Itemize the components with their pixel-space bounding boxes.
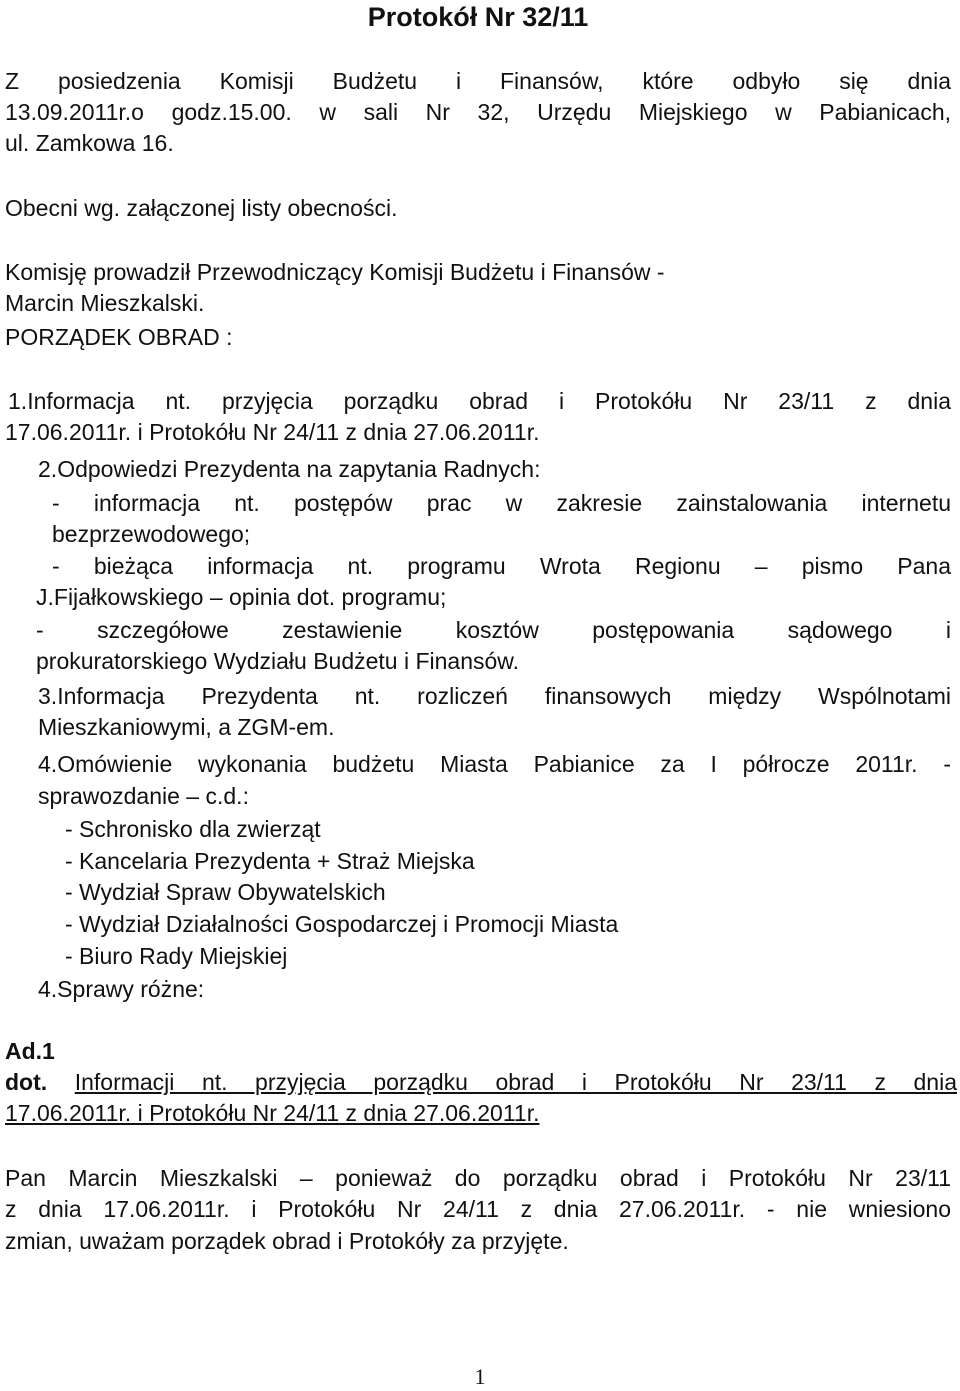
agenda-item-4-unit-2: - Kancelaria Prezydenta + Straż Miejska bbox=[65, 848, 475, 874]
agenda-item-4-unit-3: - Wydział Spraw Obywatelskich bbox=[65, 879, 386, 905]
conclusion-line-2: z dnia 17.06.2011r. i Protokółu Nr 24/11 z dnia 27.06.2011r. - nie wniesiono bbox=[5, 1196, 951, 1222]
agenda-item-1-second-line: 17.06.2011r. i Protokółu Nr 24/11 z dnia 27.06.2011r. bbox=[5, 419, 540, 445]
ad1-subject-line-2: 17.06.2011r. i Protokółu Nr 24/11 z dnia 27.06.2011r. bbox=[5, 1100, 540, 1126]
agenda-item-1-text-1: Informacja nt. przyjęcia porządku obrad i Protokółu Nr 23/11 z dnia bbox=[27, 388, 951, 414]
conclusion-line-3: zmian, uważam porządek obrad i Protokóły za przyjęte. bbox=[5, 1228, 569, 1254]
agenda-item-2-sub-2-line-1: - bieżąca informacja nt. programu Wrota Regionu – pismo Pana bbox=[52, 553, 951, 579]
ad1-heading: Ad.1 bbox=[5, 1038, 55, 1064]
agenda-item-2-sub-1-line-2: bezprzewodowego; bbox=[52, 521, 251, 547]
agenda-item-3-line-2: Mieszkaniowymi, a ZGM-em. bbox=[38, 714, 335, 740]
intro-line-3: ul. Zamkowa 16. bbox=[5, 130, 174, 156]
agenda-heading: PORZĄDEK OBRAD : bbox=[5, 324, 233, 350]
agenda-item-2 bbox=[5, 454, 951, 485]
ad1-subject-text-1: Informacji nt. przyjęcia porządku obrad i Protokółu Nr 23/11 z dnia bbox=[74, 1069, 957, 1095]
page-number: 1 bbox=[474, 1364, 486, 1389]
agenda-item-3-number: 3. bbox=[38, 683, 58, 709]
chair-line-1: Komisję prowadził Przewodniczący Komisji Budżetu i Finansów - bbox=[5, 259, 665, 285]
intro-line-1: Z posiedzenia Komisji Budżetu i Finansów, które odbyło się dnia bbox=[5, 68, 951, 94]
agenda-item-4-unit-4: - Wydział Działalności Gospodarczej i Promocji Miasta bbox=[65, 911, 619, 937]
agenda-item-4-line-2: sprawozdanie – c.d.: bbox=[38, 783, 249, 809]
agenda-item-2-sub-2-line-2: J.Fijałkowskiego – opinia dot. programu; bbox=[36, 584, 447, 610]
agenda-item-4-number: 4. bbox=[38, 751, 58, 777]
agenda-item-2-sub-1-line-1: - informacja nt. postępów prac w zakresie zainstalowania internetu bbox=[52, 490, 951, 516]
agenda-item-2-sub-3-line-1: - szczegółowe zestawienie kosztów postępowania sądowego i bbox=[36, 617, 951, 643]
agenda-item-1-number: 1. bbox=[8, 388, 28, 414]
chair-line-2: Marcin Mieszkalski. bbox=[5, 290, 205, 316]
agenda-item-4-unit-5: - Biuro Rady Miejskiej bbox=[65, 943, 288, 969]
intro-line-2: 13.09.2011r.o godz.15.00. w sali Nr 32, Urzędu Miejskiego w Pabianicach, bbox=[5, 99, 951, 125]
attendance-note: Obecni wg. załączonej listy obecności. bbox=[5, 195, 398, 221]
ad1-dot-label: dot. bbox=[5, 1069, 48, 1095]
agenda-item-4-text-1: Omówienie wykonania budżetu Miasta Pabianice za I półrocze 2011r. - bbox=[57, 751, 951, 777]
document-title: Protokół Nr 32/11 bbox=[367, 2, 589, 32]
conclusion-line-1: Pan Marcin Mieszkalski – ponieważ do porządku obrad i Protokółu Nr 23/11 bbox=[5, 1165, 951, 1191]
agenda-item-2-text: Odpowiedzi Prezydenta na zapytania Radnych: bbox=[57, 456, 541, 482]
agenda-item-2-sub-3-line-2: prokuratorskiego Wydziału Budżetu i Finansów. bbox=[36, 648, 520, 674]
agenda-item-3-text-1: Informacja Prezydenta nt. rozliczeń finansowych między Wspólnotami bbox=[57, 683, 951, 709]
agenda-item-2-number: 2. bbox=[38, 456, 58, 482]
agenda-item-4-unit-1: - Schronisko dla zwierząt bbox=[65, 816, 321, 842]
agenda-item-5: 4.Sprawy różne: bbox=[38, 976, 205, 1002]
